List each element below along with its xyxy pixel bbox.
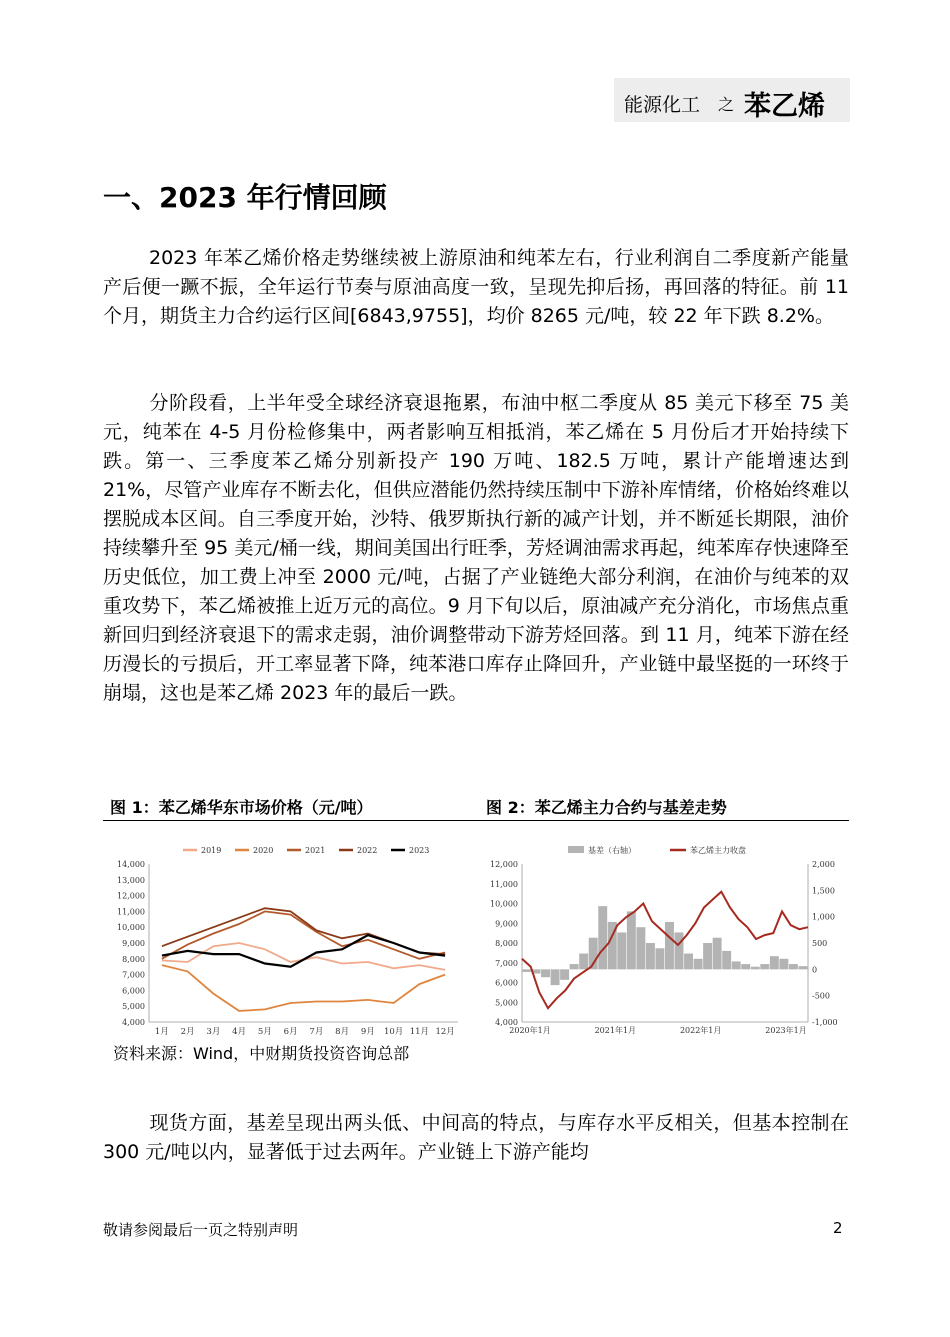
y-tick-label: 5,000 [495, 998, 518, 1008]
paragraph-2-text: 分阶段看，上半年受全球经济衰退拖累，布油中枢二季度从 85 美元下移至 75 美元，纯苯在 4-5 月份检修集中，两者影响互相抵消，苯乙烯在 5 月份后才开始持续下跌。第一、三季度苯乙烯分别新投产 190 万吨、182.5 万吨，累计产能增速达到 21%，尽管产业库存不断去化，但供应潜能仍然持续压制中下游补库情绪，价格始终难以摆脱成本区间。自三季度开始，沙特、俄罗斯执行新的减产计划，并不断延长期限，油价持续攀升至 95 美元/桶一线，期间美国出行旺季，芳烃调油需求再起，纯苯库存快速降至历史低位，加工费上冲至 2000 元/吨，占据了产业链绝大部分利润，在油价与纯苯的双重攻势下，苯乙烯被推上近万元的高位。9 月下旬以后，原油减产充分消化，市场焦点重新回归到经济衰退下的需求走弱，油价调整带动下游芳烃回落。到 11 月，纯苯下游在经历漫长的亏损后，开工率显著下降，纯苯港口库存止降回升，产业链中最坚挺的一环终于崩塌，这也是苯乙烯 2023 年的最后一跌。 [103, 392, 849, 704]
basis-bar [751, 967, 760, 970]
y-tick-label: 13,000 [117, 875, 145, 885]
x-tick-label: 5月 [257, 1027, 272, 1037]
series-line-2020 [162, 965, 445, 1011]
basis-bar [684, 954, 693, 970]
x-tick-label: 3月 [206, 1027, 221, 1037]
y-tick-label: 14,000 [117, 860, 145, 869]
x-tick-label: 6月 [283, 1027, 298, 1037]
basis-bar [779, 959, 788, 970]
y-tick-label: 10,000 [490, 899, 518, 909]
y-tick-label: 12,000 [490, 860, 518, 869]
figure-2-caption: 图 2：苯乙烯主力合约与基差走势 [486, 798, 727, 817]
source-note: 资料来源：Wind，中财期货投资咨询总部 [113, 1044, 410, 1063]
paragraph-2 [103, 389, 849, 708]
x-tick-label: 10月 [383, 1027, 404, 1037]
basis-bar [798, 966, 807, 969]
y-tick-label: 12,000 [117, 891, 145, 901]
x-tick-label: 2月 [180, 1027, 195, 1037]
y-tick-label: 8,000 [122, 954, 145, 964]
basis-bar [579, 954, 588, 970]
chart-2 [478, 830, 850, 1042]
x-tick-label: 11月 [409, 1027, 430, 1037]
x-tick-label: 9月 [360, 1027, 375, 1037]
basis-bar [675, 932, 684, 969]
legend-label: 2023 [409, 846, 430, 855]
basis-bar [722, 951, 731, 969]
chart-1 [103, 830, 468, 1042]
y2-tick-label: 0 [812, 965, 818, 975]
y-tick-label: 4,000 [122, 1018, 145, 1027]
y-tick-label: 5,000 [122, 1002, 145, 1012]
y-tick-label: 11,000 [117, 907, 145, 917]
basis-bar [741, 964, 750, 969]
y-tick-label: 9,000 [122, 939, 145, 948]
y-tick-label: 8,000 [495, 939, 518, 948]
basis-bar [694, 959, 703, 970]
basis-bar [617, 932, 626, 969]
y2-tick-label: -1,000 [812, 1018, 838, 1027]
paragraph-1-text: 2023 年苯乙烯价格走势继续被上游原油和纯苯左右，行业利润自二季度新产能量产后便一蹶不振，全年运行节奏与原油高度一致，呈现先抑后扬，再回落的特征。前 11 个月，期货主力合约运行区间[6843,9755]，均价 8265 元/吨，较 22 年下跌 8.2%。 [103, 247, 849, 327]
y-tick-label: 4,000 [495, 1018, 518, 1027]
basis-bar [570, 964, 579, 969]
page-number: 2 [833, 1219, 843, 1237]
paragraph-3-text: 现货方面，基差呈现出两头低、中间高的特点，与库存水平反相关，但基本控制在 300 元/吨以内，显著低于过去两年。产业链上下游产能均 [103, 1112, 849, 1163]
x-tick-label: 1月 [154, 1027, 169, 1037]
legend-label: 2020 [253, 846, 274, 855]
footer-disclaimer: 敬请参阅最后一页之特别声明 [103, 1221, 299, 1239]
y2-tick-label: 500 [812, 939, 828, 948]
x-tick-label: 12月 [435, 1027, 455, 1037]
y-tick-label: 7,000 [122, 970, 145, 980]
x-tick-label: 8月 [335, 1027, 350, 1037]
basis-bar [541, 969, 550, 977]
legend-label-close: 苯乙烯主力收盘 [690, 846, 746, 855]
header-category: 能源化工 [624, 94, 701, 116]
y-tick-label: 6,000 [495, 978, 518, 988]
y-tick-label: 7,000 [495, 958, 518, 968]
x-tick-label: 7月 [309, 1027, 324, 1037]
basis-bar [627, 911, 636, 969]
legend-swatch-basis [568, 846, 584, 853]
legend-label: 2022 [357, 846, 378, 855]
header-banner [614, 78, 850, 122]
legend-label-basis: 基差（右轴） [588, 846, 636, 855]
basis-bar [732, 961, 741, 969]
basis-bar [655, 948, 664, 969]
paragraph-1 [103, 244, 849, 331]
basis-bar [636, 927, 645, 969]
y2-tick-label: 1,500 [812, 886, 835, 896]
basis-bar [703, 943, 712, 969]
caption-rule [103, 820, 849, 821]
y-tick-label: 6,000 [122, 986, 145, 996]
y-tick-label: 10,000 [117, 923, 145, 933]
basis-bar [665, 922, 674, 969]
x-tick-label: 2022年1月 [679, 1026, 722, 1035]
section-title: 一、2023 年行情回顾 [103, 181, 387, 214]
basis-bar [713, 938, 722, 970]
figure-1-caption: 图 1：苯乙烯华东市场价格（元/吨） [110, 798, 373, 817]
y2-tick-label: 2,000 [812, 860, 835, 869]
basis-bar [522, 969, 531, 972]
y-tick-label: 9,000 [495, 919, 518, 929]
x-tick-label: 4月 [232, 1027, 247, 1037]
y-tick-label: 11,000 [490, 879, 518, 889]
x-tick-label: 2021年1月 [594, 1026, 637, 1035]
basis-bar [560, 969, 569, 980]
y2-tick-label: 1,000 [812, 912, 835, 922]
basis-bar [760, 964, 769, 969]
paragraph-3 [103, 1109, 849, 1167]
x-tick-label: 2020年1月 [509, 1026, 551, 1035]
basis-bar [789, 964, 798, 969]
y2-tick-label: -500 [812, 991, 830, 1001]
basis-bar [598, 906, 607, 969]
basis-bar [770, 956, 779, 969]
header-product: 苯乙烯 [744, 91, 825, 122]
basis-bar [551, 969, 560, 985]
header-connector: 之 [718, 95, 735, 114]
legend-label: 2019 [201, 846, 222, 855]
basis-bar [646, 943, 655, 969]
x-tick-label: 2023年1月 [765, 1026, 807, 1035]
legend-label: 2021 [305, 846, 326, 855]
